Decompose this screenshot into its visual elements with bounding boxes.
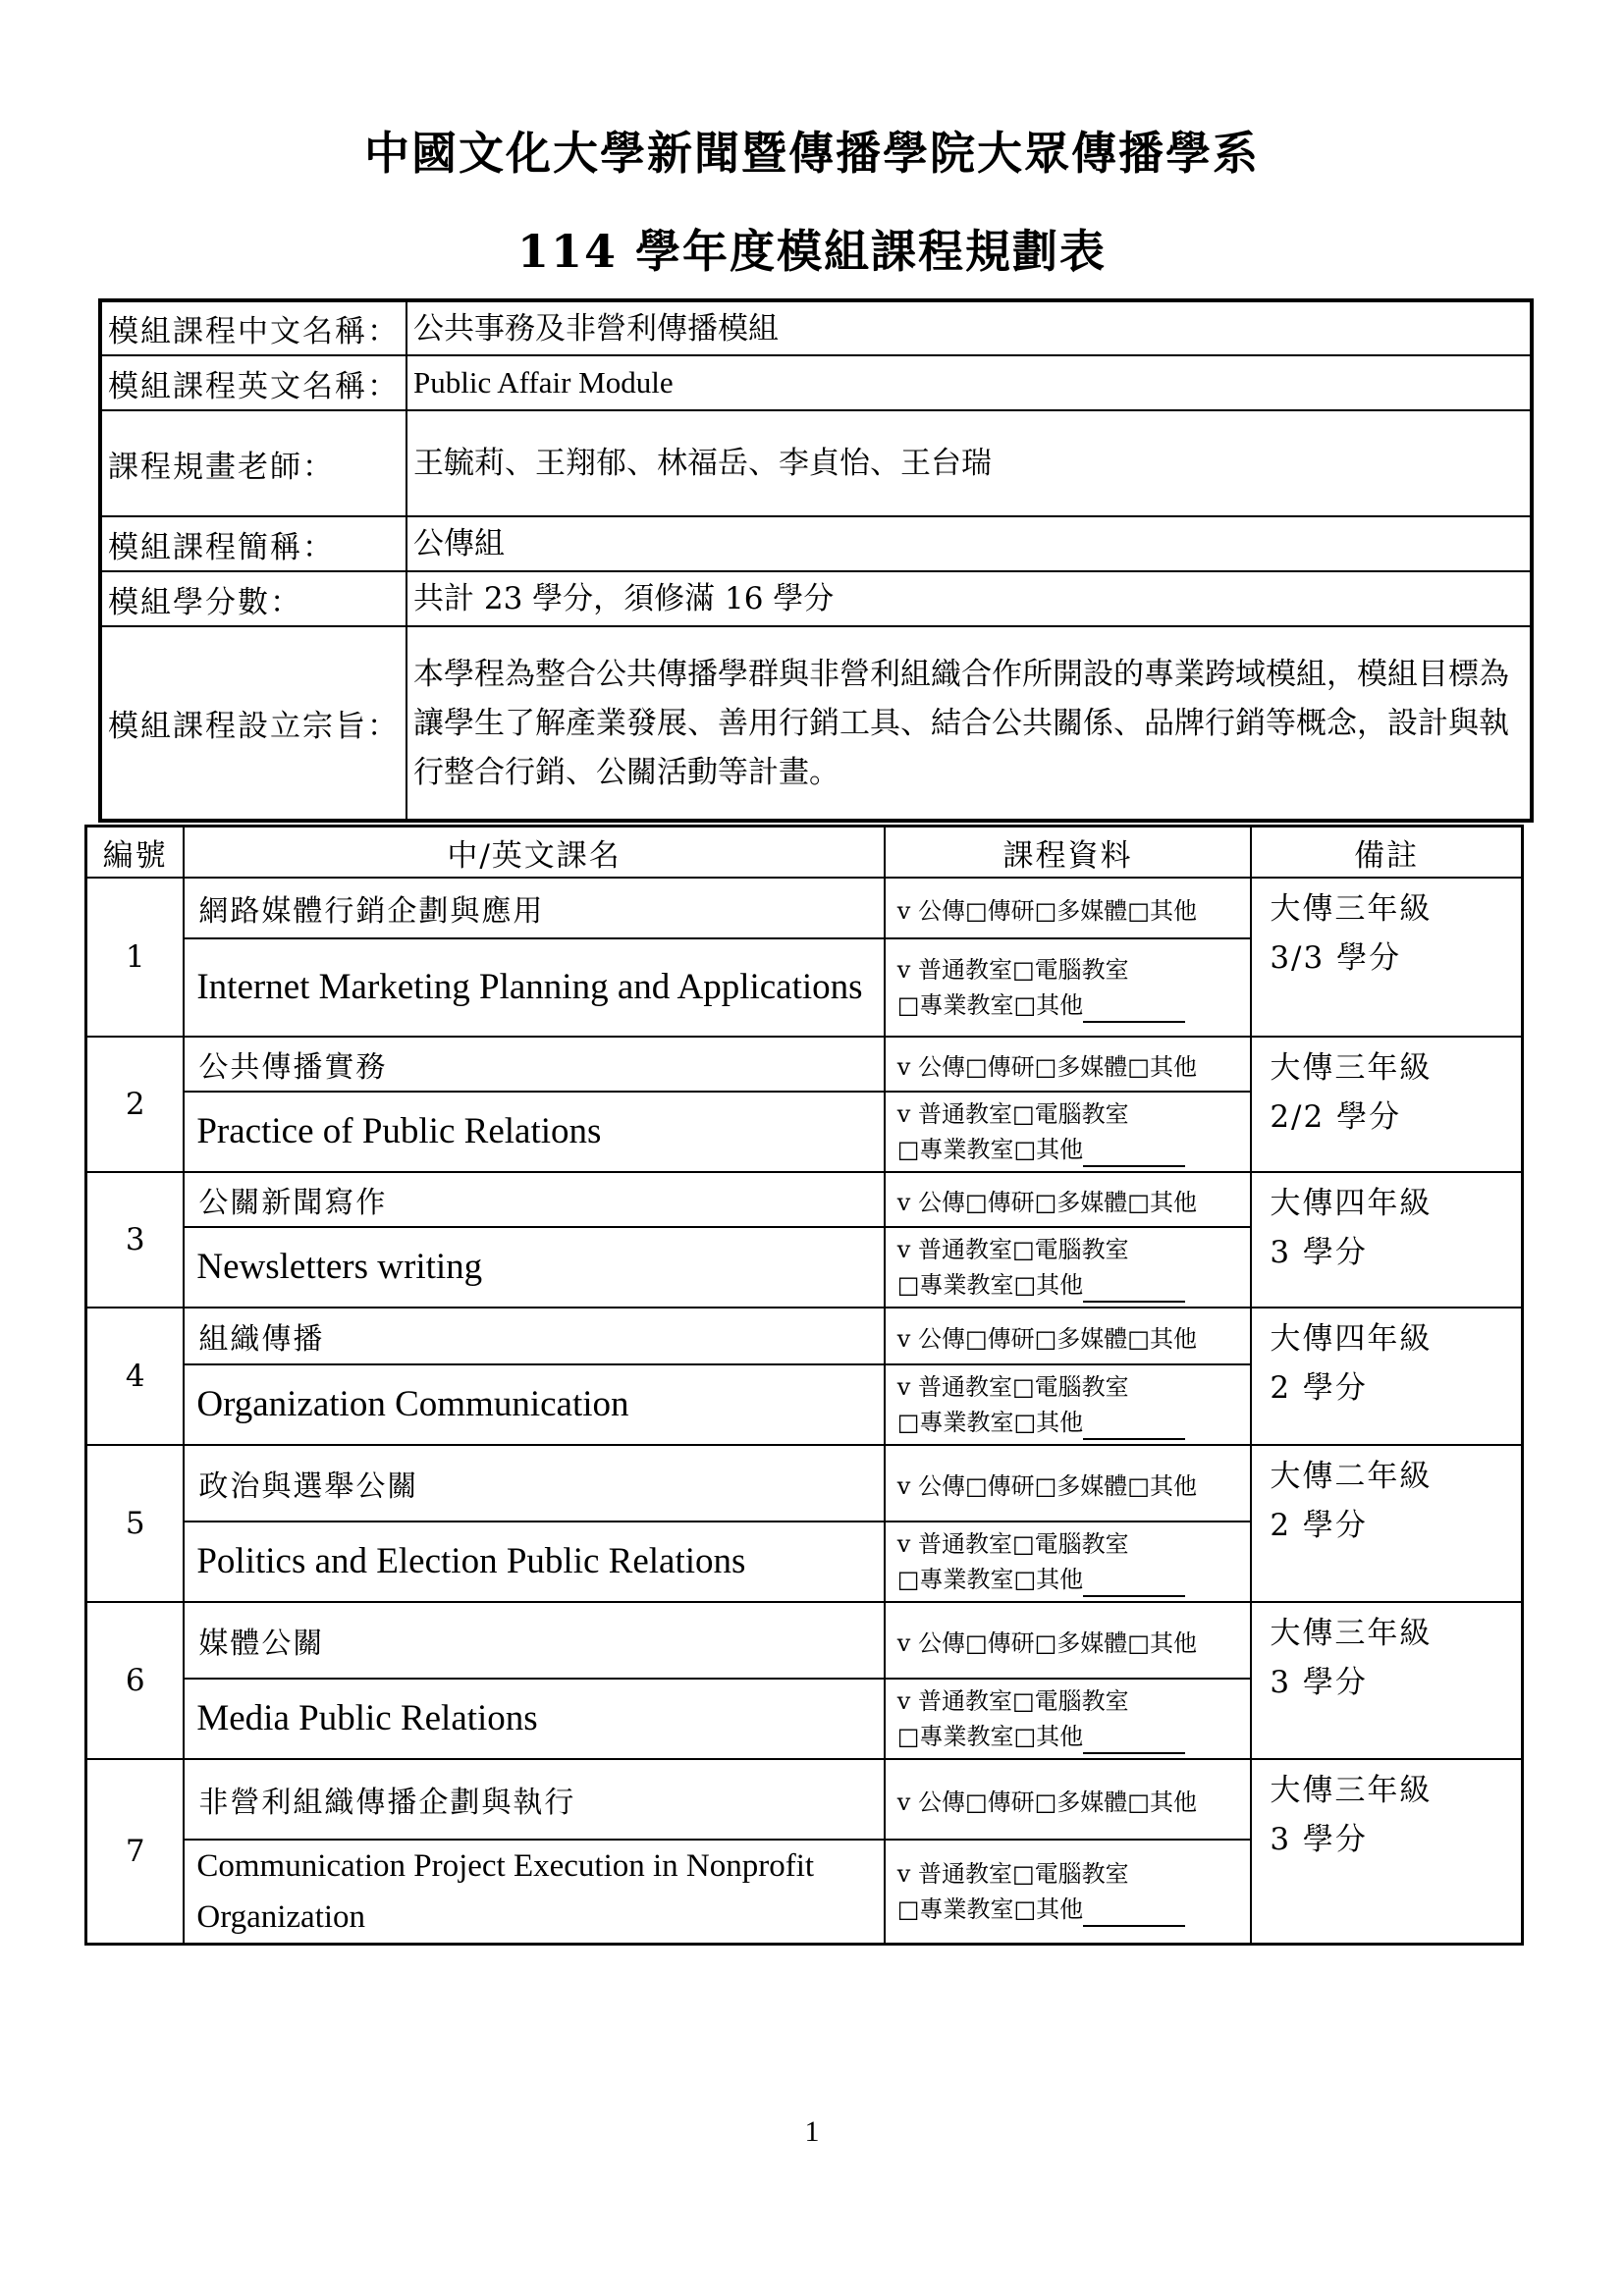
course-room-options (885, 1092, 1252, 1172)
info-row-purpose (100, 626, 1532, 821)
course-note-credits: 2 學分 (1270, 1370, 1368, 1406)
course-note-grade: 大傳三年級 (1270, 1616, 1433, 1651)
en-name-value: Public Affair Module (406, 355, 1532, 410)
course-room-line2-text: □專業教室□其他 (896, 1566, 1084, 1593)
course-program-options: v 公傳□傳研□多媒體□其他 (885, 1172, 1252, 1227)
info-row-en-name (100, 355, 1532, 410)
course-note (1251, 1759, 1522, 1945)
course-program-options: v 公傳□傳研□多媒體□其他 (885, 1445, 1252, 1522)
course-program-options: v 公傳□傳研□多媒體□其他 (885, 1037, 1252, 1092)
course-room-line2 (897, 1892, 1239, 1927)
course-name-en: Practice of Public Relations (184, 1092, 884, 1172)
course-room-line2-text: □專業教室□其他 (896, 1409, 1084, 1436)
course-note (1251, 1445, 1522, 1602)
fill-in-blank (1083, 1415, 1185, 1440)
course-program-options: v 公傳□傳研□多媒體□其他 (885, 878, 1252, 938)
course-room-options (885, 1522, 1252, 1602)
course-room-options (885, 1679, 1252, 1759)
course-name-en: Communication Project Execution in Nonprofit Organization (184, 1840, 884, 1945)
fill-in-blank (1083, 997, 1185, 1023)
teachers-label: 課程規畫老師： (100, 410, 406, 516)
course-note-grade: 大傳三年級 (1270, 1773, 1433, 1808)
course-note-credits: 3/3 學分 (1270, 940, 1402, 976)
course-number: 6 (86, 1602, 185, 1759)
table-row (86, 878, 1523, 938)
purpose-value: 本學程為整合公共傳播學群與非營利組織合作所開設的專業跨域模組，模組目標為讓學生了解產業發展、善用行銷工具、結合公共關係、品牌行銷等概念，設計與執行整合行銷、公關活動等計畫。 (406, 626, 1532, 821)
course-room-line2 (897, 988, 1239, 1023)
info-row-teachers (100, 410, 1532, 516)
course-name-cn: 組織傳播 (184, 1308, 884, 1364)
course-room-line1: v 普通教室□電腦教室 (896, 1236, 1129, 1263)
course-room-line1: v 普通教室□電腦教室 (896, 1373, 1129, 1401)
course-note-grade: 大傳三年級 (1270, 891, 1433, 927)
fill-in-blank (1083, 1142, 1185, 1167)
course-note-credits: 3 學分 (1270, 1235, 1368, 1270)
teachers-value: 王毓莉、王翔郁、林福岳、李貞怡、王台瑞 (406, 410, 1532, 516)
course-table-header (86, 827, 1523, 879)
course-note-grade: 大傳三年級 (1270, 1050, 1433, 1086)
course-room-line1: v 普通教室□電腦教室 (896, 1530, 1129, 1558)
fill-in-blank (1083, 1901, 1185, 1927)
course-room-line2-text: □專業教室□其他 (896, 1136, 1084, 1163)
course-room-options (885, 1364, 1252, 1445)
course-number: 2 (86, 1037, 185, 1172)
course-name-en: Media Public Relations (184, 1679, 884, 1759)
course-note-grade: 大傳二年級 (1270, 1459, 1433, 1494)
course-note-credits: 3 學分 (1270, 1822, 1368, 1857)
table-row (86, 1759, 1523, 1840)
course-name-en: Newsletters writing (184, 1227, 884, 1308)
header-info: 課程資料 (885, 827, 1252, 879)
course-name-cn: 公共傳播實務 (184, 1037, 884, 1092)
cn-name-label: 模組課程中文名稱： (100, 300, 406, 355)
course-note-credits: 2 學分 (1270, 1508, 1368, 1543)
course-room-line2 (897, 1132, 1239, 1167)
course-name-en: Politics and Election Public Relations (184, 1522, 884, 1602)
header-name: 中/英文課名 (184, 827, 884, 879)
course-note (1251, 878, 1522, 1037)
course-name-cn: 政治與選舉公關 (184, 1445, 884, 1522)
course-room-options (885, 1227, 1252, 1308)
course-note-grade: 大傳四年級 (1270, 1186, 1433, 1221)
course-note-credits: 3 學分 (1270, 1665, 1368, 1700)
course-note (1251, 1308, 1522, 1445)
course-number: 1 (86, 878, 185, 1037)
header-note: 備註 (1251, 827, 1522, 879)
course-room-line2 (897, 1562, 1239, 1597)
course-note-grade: 大傳四年級 (1270, 1321, 1433, 1357)
table-row (86, 1445, 1523, 1522)
page-number: 1 (804, 2115, 820, 2148)
course-note (1251, 1172, 1522, 1308)
fill-in-blank (1083, 1277, 1185, 1303)
course-room-line2 (897, 1405, 1239, 1440)
info-row-abbr (100, 516, 1532, 571)
course-number: 4 (86, 1308, 185, 1445)
en-name-label: 模組課程英文名稱： (100, 355, 406, 410)
abbr-label: 模組課程簡稱： (100, 516, 406, 571)
course-room-options (885, 1840, 1252, 1945)
cn-name-value: 公共事務及非營利傳播模組 (406, 300, 1532, 355)
course-name-en: Organization Communication (184, 1364, 884, 1445)
course-number: 5 (86, 1445, 185, 1602)
purpose-label: 模組課程設立宗旨： (100, 626, 406, 821)
course-room-line2-text: □專業教室□其他 (896, 991, 1084, 1019)
course-number: 3 (86, 1172, 185, 1308)
course-room-line2-text: □專業教室□其他 (896, 1896, 1084, 1923)
page-title: 中國文化大學新聞暨傳播學院大眾傳播學系 (364, 127, 1260, 180)
fill-in-blank (1083, 1729, 1185, 1754)
header-num: 編號 (86, 827, 185, 879)
fill-in-blank (1083, 1572, 1185, 1597)
course-name-cn: 公關新聞寫作 (184, 1172, 884, 1227)
course-room-line1: v 普通教室□電腦教室 (896, 1687, 1129, 1715)
course-program-options: v 公傳□傳研□多媒體□其他 (885, 1759, 1252, 1840)
course-room-line1: v 普通教室□電腦教室 (896, 956, 1129, 984)
course-room-line2-text: □專業教室□其他 (896, 1723, 1084, 1750)
table-row (86, 1308, 1523, 1364)
credits-label: 模組學分數： (100, 571, 406, 626)
course-note (1251, 1602, 1522, 1759)
course-program-options: v 公傳□傳研□多媒體□其他 (885, 1602, 1252, 1679)
course-room-line2 (897, 1267, 1239, 1303)
course-number: 7 (86, 1759, 185, 1945)
info-row-cn-name (100, 300, 1532, 355)
table-row (86, 1602, 1523, 1679)
module-info-table (98, 298, 1534, 823)
info-row-credits (100, 571, 1532, 626)
course-room-options (885, 938, 1252, 1037)
page-subtitle: 114 學年度模組課程規劃表 (516, 225, 1108, 278)
course-name-cn: 網路媒體行銷企劃與應用 (184, 878, 884, 938)
course-room-line2-text: □專業教室□其他 (896, 1271, 1084, 1299)
course-note-credits: 2/2 學分 (1270, 1099, 1402, 1135)
course-program-options: v 公傳□傳研□多媒體□其他 (885, 1308, 1252, 1364)
course-room-line2 (897, 1719, 1239, 1754)
course-name-cn: 非營利組織傳播企劃與執行 (184, 1759, 884, 1840)
course-room-line1: v 普通教室□電腦教室 (896, 1100, 1129, 1128)
abbr-value: 公傳組 (406, 516, 1532, 571)
table-row (86, 1172, 1523, 1227)
course-room-line1: v 普通教室□電腦教室 (896, 1860, 1129, 1888)
course-name-en: Internet Marketing Planning and Applications (184, 938, 884, 1037)
course-name-cn: 媒體公關 (184, 1602, 884, 1679)
table-row (86, 1037, 1523, 1092)
course-table (84, 825, 1524, 1946)
course-note (1251, 1037, 1522, 1172)
credits-value: 共計 23 學分，須修滿 16 學分 (406, 571, 1532, 626)
